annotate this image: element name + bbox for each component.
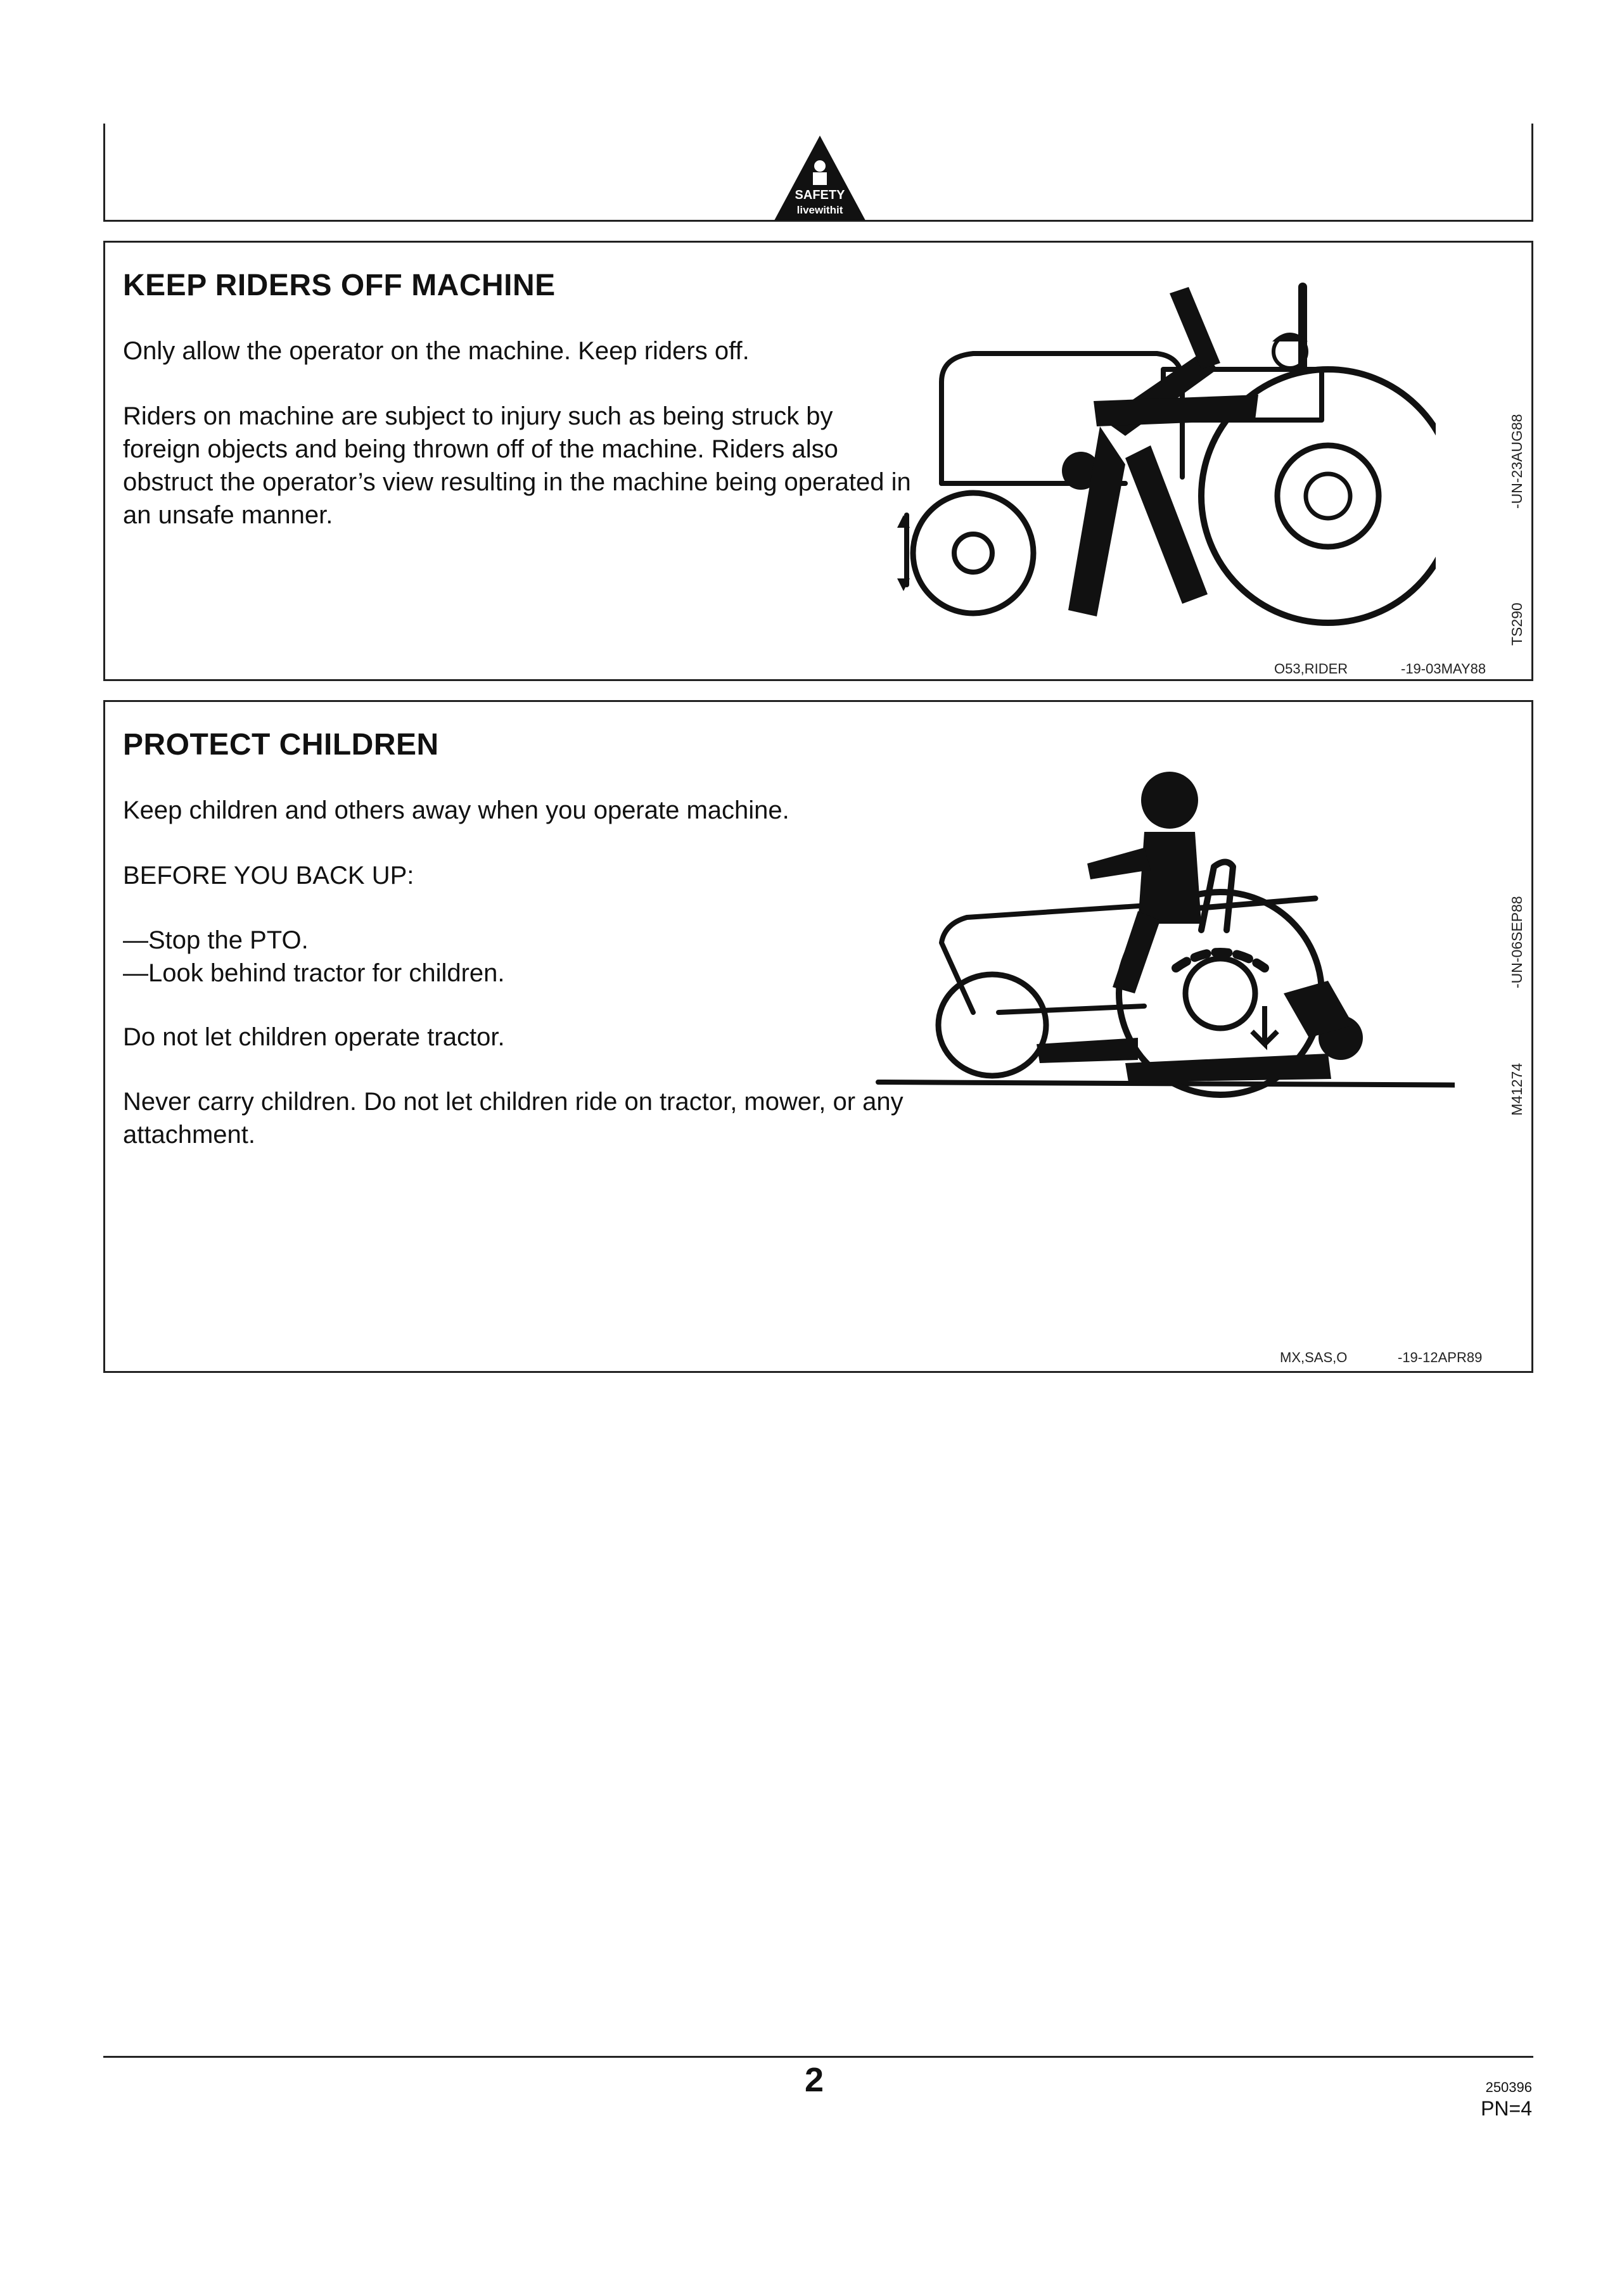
section-protect-children: [103, 700, 1533, 1373]
figure-code: M41274: [1509, 1062, 1525, 1116]
paragraph: —Stop the PTO.: [123, 926, 309, 954]
page-number: 2: [804, 2061, 824, 2099]
paragraph: —Look behind tractor for children.: [123, 959, 505, 987]
figure-code: TS290: [1509, 603, 1525, 646]
document-date-code: 250396: [1485, 2079, 1532, 2095]
paragraph: BEFORE YOU BACK UP:: [123, 862, 414, 890]
figure-code: -UN-23AUG88: [1509, 414, 1525, 509]
rider-falling-illustration: [884, 274, 1436, 642]
svg-text:livewithit: livewithit: [796, 204, 843, 216]
figure-code: -UN-06SEP88: [1509, 896, 1525, 988]
reference-code: O53,RIDER: [1274, 661, 1348, 677]
footer-rule: [103, 2056, 1533, 2058]
paragraph: Do not let children operate tractor.: [123, 1023, 505, 1051]
safety-alert-logo: [772, 133, 868, 223]
paragraph: Only allow the operator on the machine. Keep riders off.: [123, 337, 750, 365]
section-title: PROTECT CHILDREN: [123, 728, 439, 762]
tractor-backing-over-child-illustration: [872, 740, 1455, 1133]
section-keep-riders-off: [103, 241, 1533, 681]
section-title: KEEP RIDERS OFF MACHINE: [123, 269, 556, 302]
reference-code: MX,SAS,O: [1280, 1349, 1348, 1365]
reference-date: -19-12APR89: [1398, 1349, 1483, 1365]
svg-text:SAFETY: SAFETY: [795, 188, 845, 202]
paragraph: Never carry children. Do not let children ride on tractor, mower, or any attachment.: [123, 1088, 904, 1149]
page-index: PN=4: [1481, 2097, 1532, 2120]
paragraph: Riders on machine are subject to injury such as being struck by foreign objects and being thrown off of the machine. Riders also obstruct the operator’s view resulting in the machine being operated in an unsafe manner.: [123, 402, 911, 529]
paragraph: Keep children and others away when you operate machine.: [123, 796, 789, 824]
reference-date: -19-03MAY88: [1401, 661, 1486, 677]
